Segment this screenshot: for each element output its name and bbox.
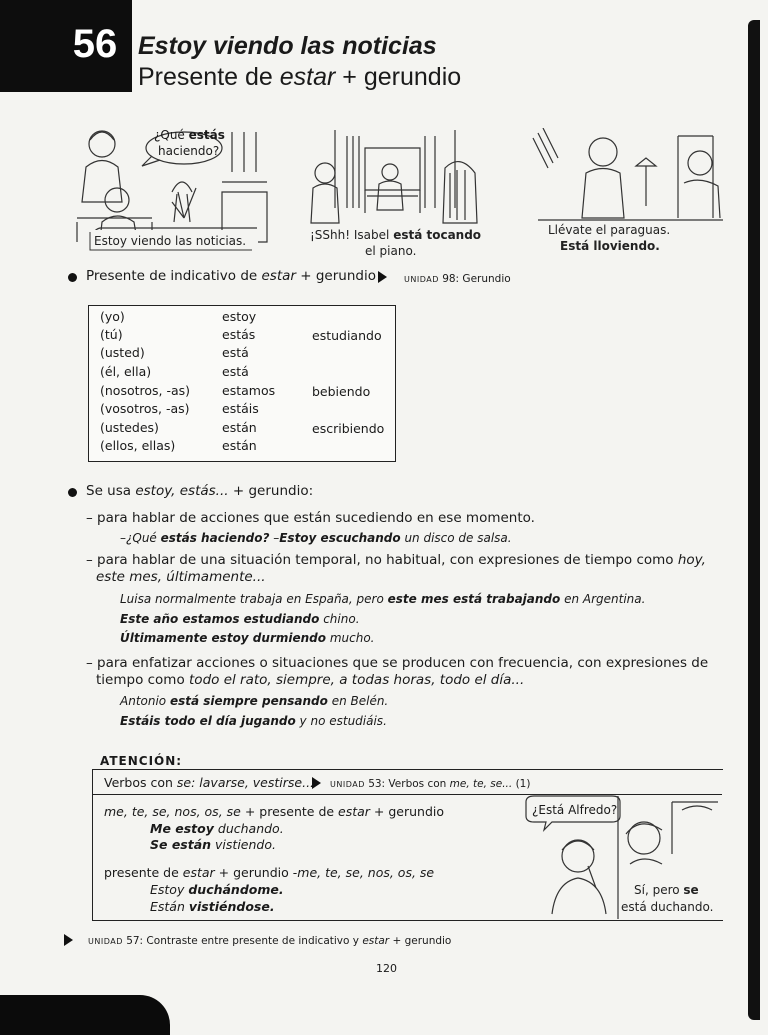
gerund-cell: bebiendo (312, 384, 371, 399)
illustration-piano (305, 128, 485, 260)
pronoun-cell: (tú) (100, 327, 123, 342)
verb-form-cell: está (222, 364, 249, 379)
attention-example-2: Se están vistiendo. (150, 837, 276, 852)
illustration-shower (522, 794, 722, 919)
illustration-caption-2: Está lloviendo. (560, 239, 660, 253)
page-edge-shadow (748, 20, 760, 1020)
attention-header: Verbos con se: lavarse, vestirse... (104, 775, 315, 790)
section-heading-usos: Se usa estoy, estás... + gerundio: (86, 483, 314, 499)
illustration-caption-2: está duchando. (621, 900, 714, 914)
page-number: 120 (376, 962, 397, 975)
footer-cross-reference: UNIDAD 57: Contraste entre presente de indicativo y estar + gerundio (88, 935, 452, 947)
pronoun-cell: (nosotros, -as) (100, 383, 191, 398)
speech-bubble-text-2: haciendo? (158, 144, 220, 158)
illustration-caption-1: Sí, pero se (634, 883, 699, 897)
speech-bubble-text: ¿Qué estás (154, 128, 225, 142)
usage-1-example: –¿Qué estás haciendo? –Estoy escuchando un disco de salsa. (120, 531, 512, 545)
usage-3-example-1: Antonio está siempre pensando en Belén. (120, 694, 389, 708)
verb-form-cell: estamos (222, 383, 276, 398)
unit-cross-reference: UNIDAD 53: Verbos con me, te, se... (1) (330, 778, 531, 790)
illustration-tv-news (72, 122, 272, 257)
bullet-icon (68, 488, 77, 497)
usage-1: – para hablar de acciones que están sucediendo en ese momento. (86, 510, 535, 526)
verb-form-cell: están (222, 438, 257, 453)
pronoun-cell: (usted) (100, 345, 145, 360)
verb-form-cell: estoy (222, 309, 257, 324)
usage-2-line-2: este mes, últimamente... (96, 569, 266, 585)
pronoun-cell: (yo) (100, 309, 125, 324)
page-title: Estoy viendo las noticias (138, 32, 437, 60)
usage-3-line-1: – para enfatizar acciones o situaciones que se producen con frecuencia, con expresiones de (86, 655, 709, 671)
rain-window-drawing (528, 128, 728, 223)
arrow-right-icon (312, 777, 321, 789)
verb-form-cell: estás (222, 327, 256, 342)
gerund-cell: escribiendo (312, 421, 385, 436)
section-heading-indicativo: Presente de indicativo de estar + gerundio (86, 268, 376, 284)
attention-example-3: Estoy duchándome. (150, 882, 284, 897)
speech-bubble-text: ¿Está Alfredo? (532, 803, 618, 817)
arrow-right-icon (64, 934, 73, 946)
pronoun-cell: (ellos, ellas) (100, 438, 176, 453)
bullet-icon (68, 273, 77, 282)
usage-3-example-2: Estáis todo el día jugando y no estudiáis. (120, 714, 387, 728)
attention-example-1: Me estoy duchando. (150, 821, 284, 836)
usage-3-line-2: tiempo como todo el rato, siempre, a todas horas, todo el día... (96, 672, 525, 688)
unit-number: 56 (72, 22, 118, 66)
usage-2-line-1: – para hablar de una situación temporal, no habitual, con expresiones de tiempo como hoy, (86, 552, 706, 568)
attention-example-4: Están vistiéndose. (150, 899, 275, 914)
usage-2-example-1: Luisa normalmente trabaja en España, pero este mes está trabajando en Argentina. (120, 592, 646, 606)
usage-2-example-2: Este año estamos estudiando chino. (120, 612, 360, 626)
attention-rule-2: presente de estar + gerundio -me, te, se, nos, os, se (104, 865, 435, 880)
page-corner-shadow (0, 995, 170, 1035)
arrow-right-icon (378, 271, 387, 283)
illustration-caption-1: ¡SShh! Isabel está tocando (310, 228, 482, 242)
pronoun-cell: (ustedes) (100, 420, 159, 435)
verb-form-cell: estáis (222, 401, 259, 416)
girl-playing-piano-drawing (305, 128, 485, 228)
page-subtitle: Presente de estar + gerundio (138, 63, 462, 91)
verb-form-cell: está (222, 345, 249, 360)
unit-cross-reference: UNIDAD 98: Gerundio (404, 273, 511, 285)
attention-rule-1: me, te, se, nos, os, se + presente de estar + gerundio (104, 804, 445, 819)
usage-2-example-3: Últimamente estoy durmiendo mucho. (120, 631, 375, 645)
verb-form-cell: están (222, 420, 257, 435)
pronoun-cell: (vosotros, -as) (100, 401, 190, 416)
illustration-caption-1: Llévate el paraguas. (548, 223, 671, 237)
gerund-cell: estudiando (312, 328, 382, 343)
illustration-caption: Estoy viendo las noticias. (94, 234, 247, 248)
illustration-caption-2: el piano. (365, 244, 417, 258)
illustration-umbrella (528, 128, 728, 258)
attention-label: ATENCIÓN: (100, 754, 183, 768)
pronoun-cell: (él, ella) (100, 364, 152, 379)
